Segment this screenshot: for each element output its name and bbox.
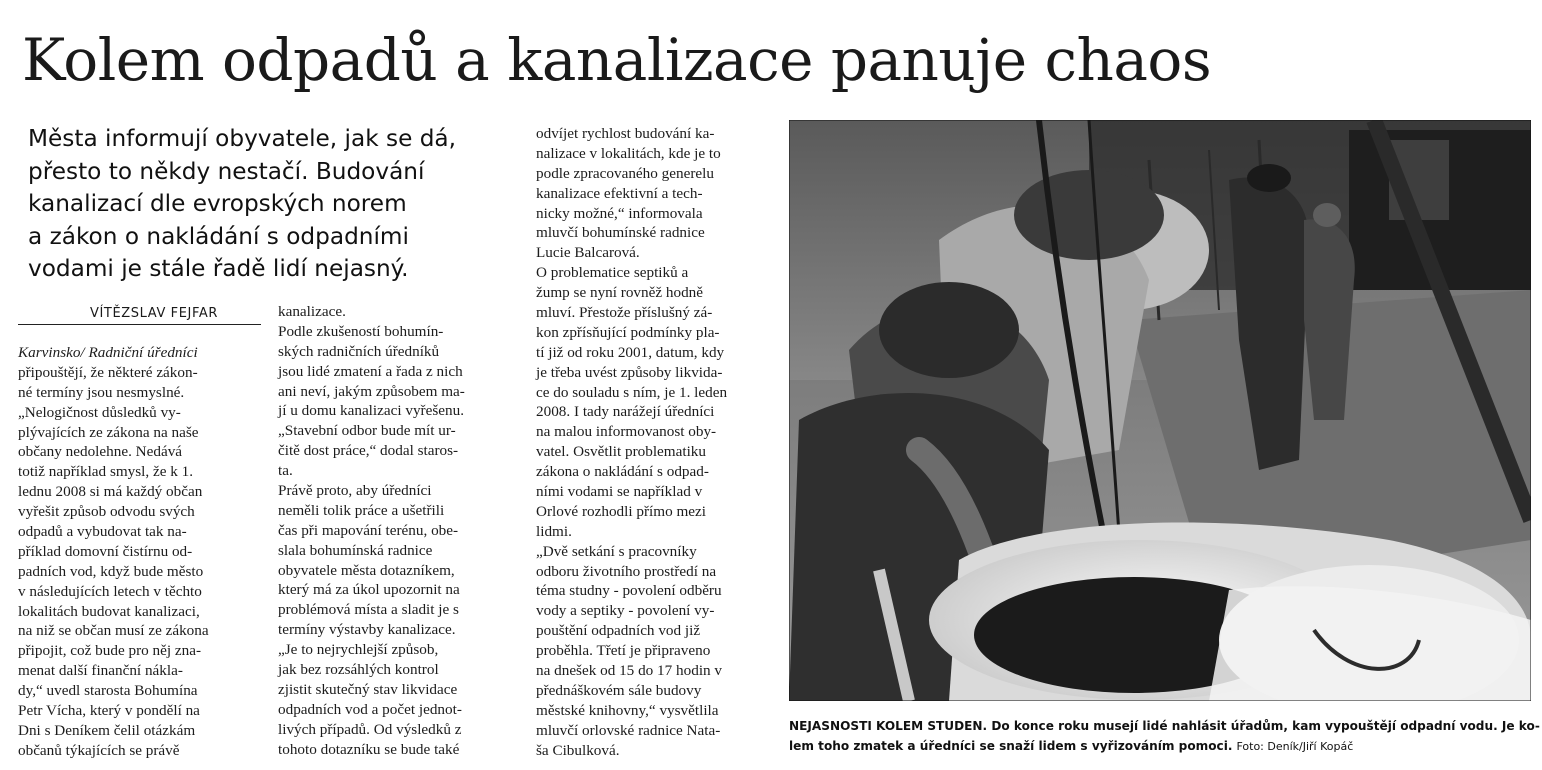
column-line: vatel. Osvětlit problematiku <box>536 443 706 461</box>
column-line: podle zpracovaného generelu <box>536 164 714 182</box>
column-line: problémová místa a sladit je s <box>278 601 459 619</box>
byline-rule <box>18 324 261 325</box>
column-line: totiž například smysl, že k 1. <box>18 463 194 481</box>
lead-paragraph <box>28 123 498 286</box>
photo-caption <box>789 716 1540 757</box>
column-line: Orlové rozhodli přímo mezi <box>536 502 706 520</box>
lead-line: vodami je stále řadě lidí nejasný. <box>28 255 409 283</box>
column-line: plývajících ze zákona na naše <box>18 423 199 441</box>
caption-line: NEJASNOSTI KOLEM STUDEN. Do konce roku musejí lidé nahlásit úřadům, kam vypouštějí odpadní vodu. Je ko- <box>789 719 1540 733</box>
column-line: Petr Vícha, který v pondělí na <box>18 702 200 720</box>
column-line: vyřešit způsob odvodu svých <box>18 503 195 521</box>
column-line: pouštění odpadních vod již <box>536 622 701 640</box>
caption-line-2 <box>789 736 1534 757</box>
column-line: Právě proto, aby úředníci <box>278 482 432 500</box>
column-line: žump se nyní rovněž hodně <box>536 284 704 302</box>
column-line: zjistit skutečný stav likvidace <box>278 680 458 698</box>
column-line: jí u domu kanalizaci vyřešenu. <box>278 402 464 420</box>
column-line: livých případů. Od výsledků z <box>278 720 462 738</box>
column-line: Podle zkušeností bohumín- <box>278 322 444 340</box>
photo-credit: Foto: Deník/Jiří Kopáč <box>1236 740 1354 753</box>
column-line: městské knihovny,“ vysvětlila <box>536 701 719 719</box>
column-line: O problematice septiků a <box>536 264 689 282</box>
article-column-3 <box>536 124 768 761</box>
column-line: vody a septiky - povolení vy- <box>536 602 715 620</box>
column-line: v následujících letech v těchto <box>18 582 202 600</box>
author-byline: VÍTĚZSLAV FEJFAR <box>90 306 219 321</box>
column-line: odpadních vod a počet jednot- <box>278 700 462 718</box>
column-line: odboru životního prostředí na <box>536 562 717 580</box>
lead-line: kanalizací dle evropských norem <box>28 190 407 218</box>
column-line: odvíjet rychlost budování ka- <box>536 125 715 142</box>
column-line: připojit, což bude pro něj zna- <box>18 642 202 660</box>
column-line: přednáškovém sále budovy <box>536 681 702 699</box>
column-line: nalizace v lokalitách, kde je to <box>536 144 721 162</box>
column-line: je třeba uvést způsoby likvida- <box>536 363 723 381</box>
column-line: odpadů a vybudovat tak na- <box>18 523 187 541</box>
article-column-1 <box>18 343 261 761</box>
news-photo <box>789 120 1531 701</box>
column-line: Karvinsko/ Radniční úředníci <box>18 344 198 361</box>
column-line: na malou informovanost oby- <box>536 423 717 441</box>
column-line: ta. <box>278 462 293 480</box>
column-line: ani neví, jakým způsobem ma- <box>278 382 465 400</box>
column-line: čas při mapování terénu, obe- <box>278 521 459 539</box>
column-line: „Stavební odbor bude mít ur- <box>278 422 456 440</box>
column-line: čitě dost práce,“ dodal staros- <box>278 442 459 460</box>
column-line: připouštějí, že některé zákon- <box>18 363 198 381</box>
column-line: mluvčí orlovské radnice Nata- <box>536 721 721 739</box>
article-column-2 <box>278 302 521 759</box>
column-line: který má za úkol upozornit na <box>278 581 460 599</box>
column-line: lidmi. <box>536 522 572 540</box>
column-line: ními vodami se například v <box>536 483 703 501</box>
column-line: kanalizace. <box>278 303 346 320</box>
headline: Kolem odpadů a kanalizace panuje chaos <box>22 26 1212 94</box>
column-line: ce do souladu s ním, je 1. leden <box>536 383 728 401</box>
column-line: né termíny jsou nesmyslné. <box>18 383 185 401</box>
column-line: kon zpřísňující podmínky pla- <box>536 323 720 341</box>
column-line: mluví. Přestože příslušný zá- <box>536 304 713 322</box>
column-line: „Nelogičnost důsledků vy- <box>18 403 181 421</box>
column-line: obyvatele města dotazníkem, <box>278 561 455 579</box>
column-line: neměli tolik práce a ušetřili <box>278 501 445 519</box>
column-line: téma studny - povolení odběru <box>536 582 722 600</box>
column-line: občany nedolehne. Nedává <box>18 443 183 461</box>
column-line: 2008. I tady narážejí úředníci <box>536 403 715 421</box>
column-line: na dnešek od 15 do 17 hodin v <box>536 662 723 680</box>
column-line: dy,“ uvedl starosta Bohumína <box>18 682 198 700</box>
column-line: Lucie Balcarová. <box>536 244 640 262</box>
column-line: lednu 2008 si má každý občan <box>18 483 203 501</box>
column-line: „Dvě setkání s pracovníky <box>536 542 697 560</box>
lead-line: Města informují obyvatele, jak se dá, <box>28 125 457 152</box>
column-line: jsou lidé zmatení a řada z nich <box>278 362 463 380</box>
caption-text: lem toho zmatek a úředníci se snaží lidem s vyřizováním pomoci. <box>789 739 1233 753</box>
lead-line: přesto to někdy nestačí. Budování <box>28 157 425 185</box>
column-line: ských radničních úředníků <box>278 342 440 360</box>
column-line: občanů týkajících se právě <box>18 741 180 759</box>
column-line: lokalitách budovat kanalizaci, <box>18 602 200 620</box>
column-line: kanalizace efektivní a tech- <box>536 184 703 202</box>
column-line: padních vod, když bude město <box>18 562 204 580</box>
column-line: tí již od roku 2001, datum, kdy <box>536 343 725 361</box>
column-line: tohoto dotazníku se bude také <box>278 740 460 758</box>
lead-line: a zákon o nakládání s odpadními <box>28 222 409 250</box>
column-line: mluvčí bohumínské radnice <box>536 224 705 242</box>
column-line: ša Cibulková. <box>536 741 620 759</box>
column-line: slala bohumínská radnice <box>278 541 433 559</box>
column-line: „Je to nejrychlejší způsob, <box>278 641 439 659</box>
column-line: příklad domovní čistírnu od- <box>18 542 193 560</box>
column-line: proběhla. Třetí je připraveno <box>536 642 711 660</box>
column-line: menat další finanční nákla- <box>18 662 183 680</box>
column-line: na niž se občan musí ze zákona <box>18 622 209 640</box>
column-line: zákona o nakládání s odpad- <box>536 463 709 481</box>
column-line: termíny výstavby kanalizace. <box>278 621 456 639</box>
column-line: nicky možné,“ informovala <box>536 204 703 222</box>
column-line: jak bez rozsáhlých kontrol <box>278 661 439 679</box>
column-line: Dni s Deníkem čelil otázkám <box>18 721 196 739</box>
